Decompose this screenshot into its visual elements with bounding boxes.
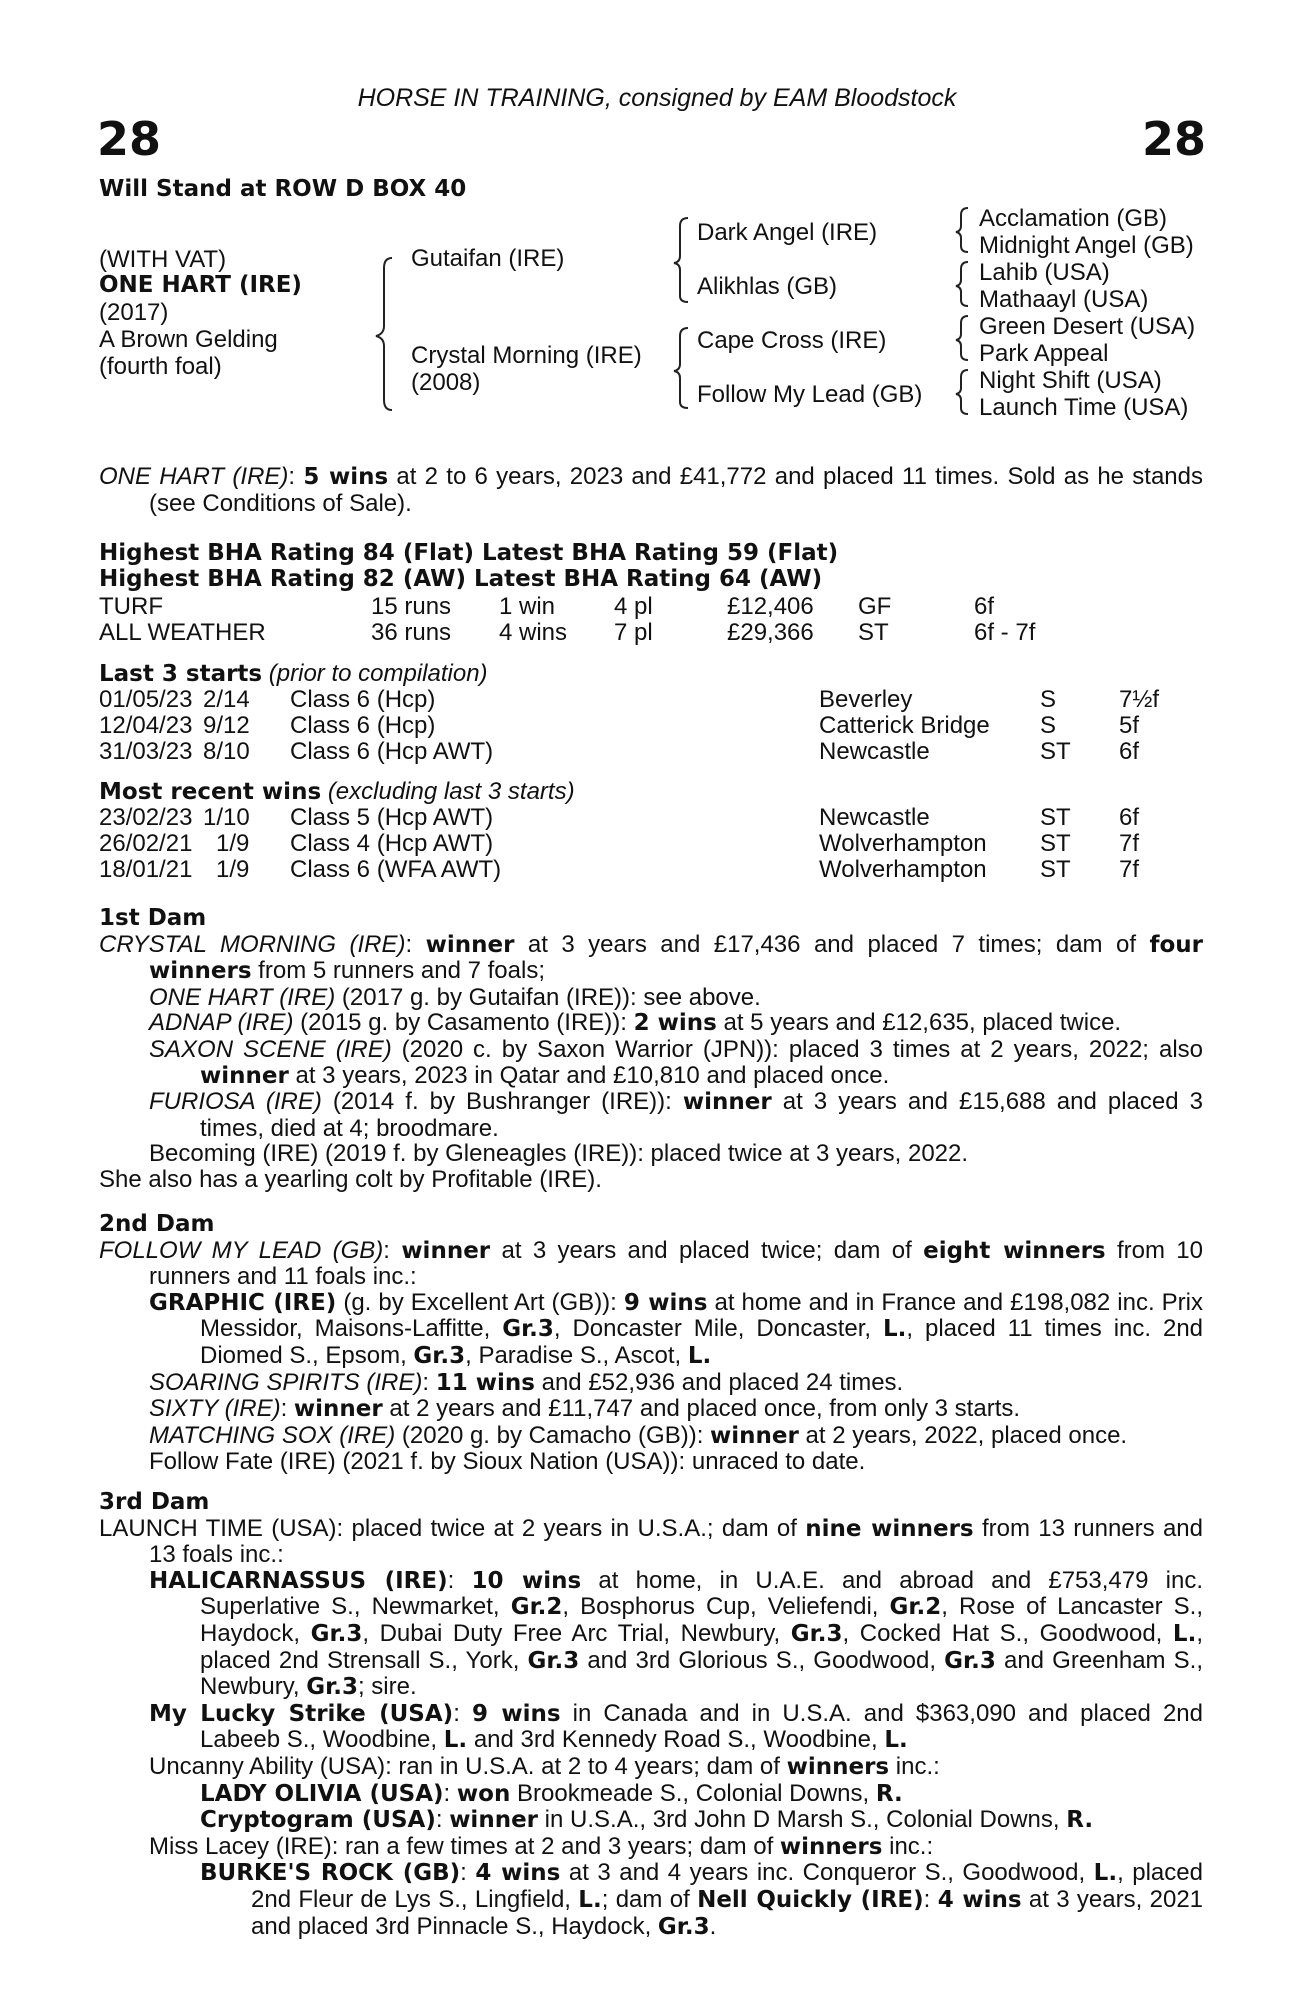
text: (2015 g. by Casamento (IRE)): [293, 1009, 634, 1037]
rating-line-flat: Highest BHA Rating 84 (Flat) Latest BHA Rating 59 (Flat) [99, 540, 839, 566]
record-wins: 1 win [499, 593, 556, 620]
progeny-name: SIXTY (IRE) [149, 1395, 281, 1423]
text: inc.: [882, 1832, 934, 1860]
record-wins: 4 wins [499, 619, 568, 646]
text: at home and in France and £198,082 inc. Prix Messidor, Maisons-Laffitte, [200, 1288, 1203, 1343]
second-dam-section [99, 1212, 1203, 1475]
text: : [383, 1236, 402, 1264]
third-dam-section [99, 1490, 1203, 1940]
text-bold: Gr.3 [790, 1620, 843, 1647]
second-dam-title: 2nd Dam [99, 1211, 215, 1237]
pedigree-sire-dam: Alikhlas (GB) [697, 273, 838, 300]
text: , Doncaster Mile, Doncaster, [553, 1315, 883, 1343]
text: : [405, 930, 426, 958]
pedigree-dam-year: (2008) [411, 369, 481, 396]
first-dam-section [99, 906, 1203, 1193]
start-course: Catterick Bridge [819, 712, 990, 739]
pedigree-dsd: Park Appeal [979, 340, 1109, 367]
record-money: £12,406 [727, 593, 814, 620]
brace-follow-my-lead [956, 370, 968, 414]
horse-summary: ONE HART (IRE): 5 wins at 2 to 6 years, 2023 and £41,772 and placed 11 times. Sold as he stands (see Conditions of Sale). [99, 463, 1204, 517]
start-position: 2/14 [203, 686, 250, 713]
text: at 3 years and £17,436 and placed 7 times; dam of [514, 930, 1150, 958]
progeny-name: SOARING SPIRITS (IRE) [149, 1368, 423, 1396]
text-bold: R. [1066, 1807, 1094, 1834]
record-runs: 36 runs [371, 619, 452, 646]
win-race: Class 5 (Hcp AWT) [290, 804, 494, 831]
text-bold: winners [779, 1833, 883, 1860]
text: . [709, 1912, 717, 1940]
dam-name: CRYSTAL MORNING (IRE) [99, 930, 406, 958]
text-bold: 9 wins [623, 1289, 708, 1316]
win-date: 18/01/21 [99, 856, 193, 883]
pedigree-dam-sire: Cape Cross (IRE) [697, 327, 887, 354]
win-going: ST [1040, 804, 1071, 831]
pedigree-sire: Gutaifan (IRE) [411, 245, 565, 272]
summary-name: ONE HART (IRE) [99, 463, 289, 490]
text-bold: Gr.3 [944, 1647, 996, 1674]
start-course: Beverley [819, 686, 913, 713]
text-bold: winner [682, 1089, 772, 1116]
catalogue-header: HORSE IN TRAINING, consigned by EAM Bloodstock [357, 84, 957, 112]
start-race: Class 6 (Hcp) [290, 686, 436, 713]
win-date: 23/02/23 [99, 804, 193, 831]
record-runs: 15 runs [371, 593, 452, 620]
text: (2014 f. by Bushranger (IRE)): [321, 1088, 683, 1116]
text-bold: L. [443, 1727, 468, 1754]
text: at 3 and 4 years inc. Conqueror S., Goodwood, [560, 1859, 1094, 1887]
pedigree-dam-dam: Follow My Lead (GB) [697, 381, 923, 408]
text-bold: Gr.3 [502, 1316, 554, 1343]
pedigree-sss: Acclamation (GB) [979, 205, 1168, 232]
text-bold: Gr.3 [310, 1620, 363, 1647]
start-course: Newcastle [819, 738, 930, 765]
brace-dam [674, 328, 688, 408]
text: from 10 runners and 11 foals inc.: [149, 1236, 1203, 1291]
start-position: 8/10 [203, 738, 250, 765]
progeny-name: My Lucky Strike (USA) [149, 1700, 454, 1727]
progeny-name: HALICARNASSUS (IRE) [149, 1567, 448, 1594]
text: LAUNCH TIME (USA): placed twice at 2 years in U.S.A.; dam of [99, 1514, 806, 1542]
win-date: 26/02/21 [99, 830, 193, 857]
text: Brookmeade S., Colonial Downs, [510, 1779, 876, 1807]
start-race: Class 6 (Hcp) [290, 712, 436, 739]
pedigree-ddd: Launch Time (USA) [979, 394, 1189, 421]
text: (2020 g. by Camacho (GB)): [395, 1421, 711, 1449]
text-bold: eight winners [923, 1237, 1106, 1264]
recent-row [99, 804, 1199, 829]
start-going: S [1040, 686, 1057, 713]
progeny-name: BURKE'S ROCK (GB) [200, 1860, 461, 1887]
dam-name: FOLLOW MY LEAD (GB) [99, 1236, 384, 1264]
start-race: Class 6 (Hcp AWT) [290, 738, 494, 765]
start-date: 01/05/23 [99, 686, 193, 713]
recent-note: (excluding last 3 starts) [327, 778, 575, 805]
start-date: 31/03/23 [99, 738, 193, 765]
text: from 13 runners and 13 foals inc.: [149, 1514, 1203, 1569]
text-bold: R. [875, 1780, 903, 1807]
pedigree-sds: Lahib (USA) [979, 259, 1110, 286]
text-bold: Gr.2 [510, 1594, 563, 1621]
recent-title: Most recent wins [99, 779, 322, 805]
last3-title: Last 3 starts [99, 661, 263, 687]
record-surface: ALL WEATHER [99, 619, 266, 646]
text: and Greenham S., Newbury, [200, 1646, 1204, 1701]
text-bold: 10 wins [471, 1567, 582, 1594]
record-money: £29,366 [727, 619, 814, 646]
text-bold: 2 wins [633, 1010, 717, 1037]
text: at 3 years and £15,688 and placed 3 times, died at 4; broodmare. [200, 1088, 1203, 1142]
progeny-name: Cryptogram (USA) [200, 1807, 436, 1834]
progeny-line: Follow Fate (IRE) (2021 f. by Sioux Nation (USA)): unraced to date. [149, 1448, 866, 1476]
win-going: ST [1040, 830, 1071, 857]
record-going: ST [858, 619, 889, 646]
text: ; sire. [357, 1673, 417, 1701]
text: , Dubai Duty Free Arc Trial, Newbury, [362, 1619, 791, 1647]
text: inc.: [889, 1752, 940, 1780]
pedigree-dds: Night Shift (USA) [979, 367, 1162, 394]
last3-row [99, 738, 1199, 763]
text-bold: L. [687, 1342, 712, 1369]
text-bold: winner [200, 1062, 289, 1089]
record-surface: TURF [99, 593, 163, 620]
text: (2017 g. by Gutaifan (IRE)): see above. [335, 983, 761, 1011]
text: at 3 years, 2021 and placed 3rd Pinnacle S., Haydock, [251, 1885, 1204, 1940]
brace-sire-dam [376, 258, 392, 410]
text-bold: Gr.2 [889, 1594, 942, 1621]
win-position: 1/9 [216, 830, 250, 857]
start-date: 12/04/23 [99, 712, 193, 739]
stand-location: Will Stand at ROW D BOX 40 [99, 176, 467, 202]
record-row-aw [99, 619, 1199, 644]
text: (2020 c. by Saxon Warrior (JPN)): placed 3 times at 2 years, 2022; also [391, 1035, 1203, 1063]
pedigree-dss: Green Desert (USA) [979, 313, 1196, 340]
progeny-name: FURIOSA (IRE) [149, 1088, 322, 1116]
text: at home, in U.A.E. and abroad and £753,479 inc. Superlative S., Newmarket, [200, 1566, 1204, 1621]
start-going: S [1040, 712, 1057, 739]
recent-row [99, 830, 1199, 855]
progeny-name: LADY OLIVIA (USA) [200, 1780, 444, 1807]
horse-description: A Brown Gelding [99, 326, 278, 353]
text: , Paradise S., Ascot, [465, 1341, 688, 1369]
win-course: Wolverhampton [819, 830, 987, 857]
text-bold: 9 wins [471, 1700, 561, 1727]
text-bold: winner [449, 1807, 539, 1834]
start-distance: 7½f [1119, 686, 1160, 713]
win-race: Class 6 (WFA AWT) [290, 856, 502, 883]
text: , Rose of Lancaster S., Haydock, [200, 1593, 1204, 1647]
text: : [453, 1699, 472, 1727]
win-distance: 7f [1119, 830, 1140, 857]
text-bold: Gr.3 [657, 1913, 710, 1940]
progeny-name: MATCHING SOX (IRE) [149, 1421, 396, 1449]
progeny-name: ADNAP (IRE) [149, 1009, 294, 1037]
brace-cape-cross [956, 316, 968, 360]
horse-name: ONE HART (IRE) [99, 272, 302, 298]
text: : [447, 1566, 472, 1594]
brace-sire [674, 218, 688, 302]
text-bold: four winners [149, 931, 1203, 985]
brace-alikhlas [956, 262, 968, 306]
text-bold: winner [710, 1422, 799, 1449]
rating-line-aw: Highest BHA Rating 82 (AW) Latest BHA Rating 64 (AW) [99, 566, 823, 592]
recent-heading [99, 778, 575, 806]
text-bold: 4 wins [475, 1860, 561, 1887]
text: and £52,936 and placed 24 times. [534, 1368, 904, 1396]
text: : [923, 1885, 938, 1913]
pedigree-sdd: Mathaayl (USA) [979, 286, 1149, 313]
win-distance: 6f [1119, 804, 1140, 831]
start-distance: 6f [1119, 738, 1140, 765]
record-placed: 4 pl [614, 593, 653, 620]
record-distance: 6f [974, 593, 995, 620]
text: in U.S.A., 3rd John D Marsh S., Colonial Downs, [538, 1806, 1067, 1834]
text-bold: winners [786, 1753, 890, 1780]
text-bold: winner [401, 1237, 491, 1264]
text-bold: L. [884, 1727, 908, 1754]
summary-text: at 2 to 6 years, 2023 and £41,772 and placed 11 times. Sold as he stands (see Conditions of Sale). [149, 463, 1204, 517]
text: , placed 11 times inc. 2nd Diomed S., Epsom, [200, 1315, 1204, 1369]
progeny-name: Nell Quickly (IRE) [697, 1886, 924, 1913]
recent-row [99, 856, 1199, 881]
text-bold: L. [1093, 1860, 1118, 1887]
pedigree-sire-sire: Dark Angel (IRE) [697, 219, 878, 246]
text: and 3rd Glorious S., Goodwood, [579, 1646, 945, 1674]
yearling-note: She also has a yearling colt by Profitable (IRE). [99, 1165, 602, 1193]
start-distance: 5f [1119, 712, 1140, 739]
text: at 2 years, 2022, placed once. [798, 1421, 1128, 1449]
text-bold: Gr.3 [527, 1647, 580, 1674]
text: at 5 years and £12,635, placed twice. [716, 1009, 1122, 1037]
text: : [280, 1395, 294, 1423]
last3-note: (prior to compilation) [268, 660, 488, 687]
record-going: GF [858, 593, 892, 620]
text: , Bosphorus Cup, Veliefendi, [562, 1593, 890, 1621]
brace-dark-angel [956, 208, 968, 252]
start-position: 9/12 [203, 712, 250, 739]
text: (g. by Excellent Art (GB)): [336, 1288, 624, 1316]
text: and 3rd Kennedy Road S., Woodbine, [467, 1726, 885, 1754]
text-bold: 11 wins [435, 1369, 535, 1396]
record-row-turf [99, 593, 1199, 618]
last3-row [99, 686, 1199, 711]
text: Miss Lacey (IRE): ran a few times at 2 and 3 years; dam of [149, 1832, 780, 1860]
last3-row [99, 712, 1199, 737]
horse-year: (2017) [99, 299, 169, 326]
last3-heading [99, 660, 488, 688]
lot-number-left: 28 [97, 112, 162, 166]
text: : [435, 1806, 450, 1834]
text-bold: winner [425, 931, 515, 958]
text-bold: 4 wins [937, 1886, 1022, 1913]
first-dam-title: 1st Dam [99, 905, 207, 931]
text: ; dam of [601, 1885, 698, 1913]
win-distance: 7f [1119, 856, 1140, 883]
record-placed: 7 pl [614, 619, 653, 646]
text: at 3 years, 2023 in Qatar and £10,810 and placed once. [288, 1061, 890, 1089]
third-dam-title: 3rd Dam [99, 1489, 210, 1515]
text: at 3 years and placed twice; dam of [490, 1236, 924, 1264]
text-bold: Gr.3 [306, 1674, 358, 1701]
win-course: Wolverhampton [819, 856, 987, 883]
progeny-line: Becoming (IRE) (2019 f. by Gleneagles (IRE)): placed twice at 3 years, 2022. [149, 1140, 969, 1168]
progeny-name: ONE HART (IRE) [149, 983, 336, 1011]
text-bold: L. [1172, 1620, 1197, 1647]
pedigree-dam: Crystal Morning (IRE) [411, 342, 642, 369]
summary-wins: 5 wins [303, 464, 389, 490]
text: from 5 runners and 7 foals; [251, 957, 545, 985]
text: , Cocked Hat S., Goodwood, [842, 1619, 1173, 1647]
text-bold: nine winners [805, 1515, 974, 1542]
win-position: 1/10 [203, 804, 250, 831]
text: Uncanny Ability (USA): ran in U.S.A. at 2 to 4 years; dam of [149, 1752, 787, 1780]
record-distance: 6f - 7f [974, 619, 1036, 646]
pedigree-ssd: Midnight Angel (GB) [979, 232, 1194, 259]
win-course: Newcastle [819, 804, 930, 831]
text: , placed 2nd Strensall S., York, [200, 1619, 1203, 1674]
text-bold: Gr.3 [413, 1342, 466, 1369]
lot-number-right: 28 [1141, 112, 1206, 166]
text: : [443, 1779, 457, 1807]
text: , placed 2nd Fleur de Lys S., Lingfield, [251, 1859, 1203, 1913]
text: at 2 years and £11,747 and placed once, from only 3 starts. [382, 1395, 1021, 1423]
foal-number: (fourth foal) [99, 353, 222, 380]
text-bold: L. [883, 1316, 907, 1343]
progeny-name: SAXON SCENE (IRE) [149, 1035, 392, 1063]
win-race: Class 4 (Hcp AWT) [290, 830, 494, 857]
text-bold: winner [293, 1396, 383, 1423]
vat-note: (WITH VAT) [99, 246, 227, 273]
text-bold: won [456, 1780, 511, 1807]
win-going: ST [1040, 856, 1071, 883]
win-position: 1/9 [216, 856, 250, 883]
start-going: ST [1040, 738, 1071, 765]
text-bold: L. [578, 1886, 602, 1913]
progeny-name: GRAPHIC (IRE) [149, 1289, 337, 1316]
text: in Canada and in U.S.A. and $363,090 and placed 2nd Labeeb S., Woodbine, [200, 1699, 1203, 1754]
text: : [422, 1368, 436, 1396]
text: : [460, 1859, 476, 1887]
